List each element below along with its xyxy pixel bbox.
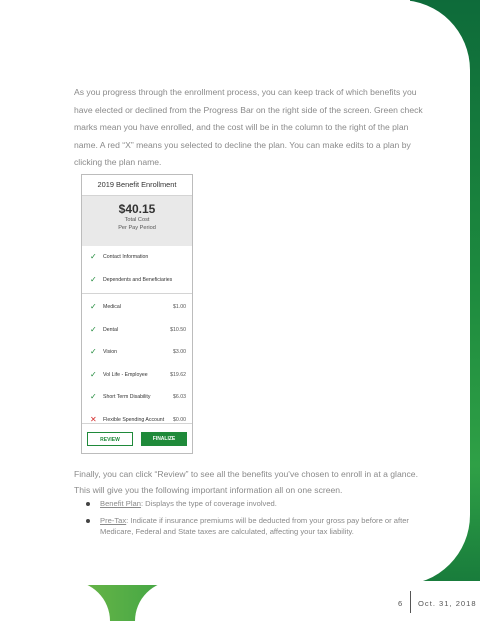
total-cost-label: Total Cost bbox=[124, 217, 150, 223]
plan-price: $0.00 bbox=[173, 416, 186, 423]
bullet-text: : Indicate if insurance premiums will be deducted from your gross pay before or after Medicare, Federal and State taxes are calculated, affecting your tax liability. bbox=[100, 516, 409, 536]
step-dependents-beneficiaries[interactable] bbox=[82, 269, 192, 292]
plan-price: $3.00 bbox=[173, 349, 186, 356]
footer-divider bbox=[410, 591, 411, 613]
divider bbox=[82, 293, 192, 294]
check-icon: ✓ bbox=[90, 392, 97, 402]
page-footer bbox=[380, 591, 480, 613]
plan-short-term-disability[interactable] bbox=[82, 386, 192, 409]
per-pay-period-label: Per Pay Period bbox=[118, 225, 156, 231]
step-contact-information[interactable] bbox=[82, 246, 192, 269]
check-icon: ✓ bbox=[90, 274, 97, 284]
review-button[interactable]: REVIEW bbox=[87, 432, 133, 446]
close-x-icon: ✕ bbox=[90, 414, 97, 424]
plan-label: Medical bbox=[103, 304, 121, 311]
plan-label: Short Term Disability bbox=[103, 394, 151, 401]
bullet-term: Benefit Plan bbox=[100, 499, 141, 508]
check-icon: ✓ bbox=[90, 302, 97, 312]
info-bullet-list bbox=[86, 498, 416, 543]
plan-label: Vol Life - Employee bbox=[103, 371, 148, 378]
plan-price: $1.00 bbox=[173, 304, 186, 311]
footer-date: Oct. 31, 2018 bbox=[418, 599, 477, 608]
bullet-text: : Displays the type of coverage involved. bbox=[140, 499, 277, 508]
step-label: Dependents and Beneficiaries bbox=[103, 276, 173, 283]
intro-paragraph: As you progress through the enrollment process, you can keep track of which benefits you have elected or declined from the Progress Bar on the right side of the screen. Green check marks mean you have enrolled, and the cost will be in the column to the right of the plan name. A red “X” means you selected to decline the plan. You can make edits to a plan by clicking the plan name. bbox=[74, 87, 423, 167]
plan-label: Flexible Spending Account bbox=[103, 416, 165, 423]
finalize-button[interactable]: FINALIZE bbox=[141, 432, 187, 446]
plan-vision[interactable] bbox=[82, 341, 192, 364]
enrollment-progress-panel bbox=[81, 174, 193, 454]
plan-price: $10.50 bbox=[170, 326, 186, 333]
check-icon: ✓ bbox=[90, 347, 97, 357]
plan-label: Dental bbox=[103, 326, 118, 333]
total-cost-box bbox=[82, 196, 192, 246]
step-label: Contact Information bbox=[103, 254, 149, 261]
plan-medical[interactable] bbox=[82, 296, 192, 319]
bullet-term: Pre-Tax bbox=[100, 516, 127, 525]
plan-vol-life[interactable] bbox=[82, 364, 192, 387]
check-icon: ✓ bbox=[90, 369, 97, 379]
plan-price: $6.03 bbox=[173, 394, 186, 401]
plan-dental[interactable] bbox=[82, 319, 192, 342]
bullet-pre-tax bbox=[86, 515, 416, 537]
total-cost-amount: $40.15 bbox=[118, 202, 156, 216]
panel-title: 2019 Benefit Enrollment bbox=[82, 175, 192, 196]
check-icon: ✓ bbox=[90, 324, 97, 334]
page-number: 6 bbox=[398, 599, 403, 608]
closing-paragraph: Finally, you can click “Review” to see all the benefits you've chosen to enroll in at a glance. This will give you the following important information all on one screen. bbox=[74, 469, 418, 495]
plan-price: $19.62 bbox=[170, 371, 186, 378]
bullet-benefit-plan bbox=[86, 498, 416, 509]
plan-label: Vision bbox=[103, 349, 118, 356]
check-icon: ✓ bbox=[90, 252, 97, 262]
panel-actions bbox=[82, 423, 192, 453]
